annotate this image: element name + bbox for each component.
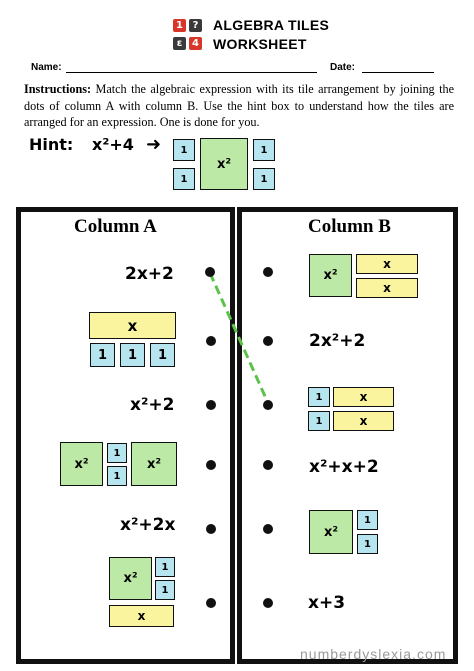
tile-x: x — [356, 254, 418, 274]
hint-expression: x²+4 — [92, 135, 134, 154]
tile-one: 1 — [357, 534, 378, 554]
tile-square: x² — [60, 442, 103, 486]
expression-a3: x²+2 — [130, 395, 175, 415]
dot-a5[interactable] — [206, 524, 216, 534]
tile-one: 1 — [90, 343, 115, 367]
arrow-right-icon: ➜ — [146, 134, 162, 154]
dot-a1[interactable] — [205, 267, 215, 277]
tile-x: x — [356, 278, 418, 298]
tile-one: 1 — [150, 343, 175, 367]
expression-b4: x²+x+2 — [309, 457, 379, 477]
tile-x: x — [333, 387, 394, 407]
tile-one: 1 — [107, 466, 127, 486]
tile-x: x — [89, 312, 176, 339]
expression-b2: 2x²+2 — [309, 331, 366, 351]
dashed-match-line — [210, 273, 268, 403]
tile-square: x² — [109, 557, 152, 600]
tile-one: 1 — [155, 580, 175, 600]
tile-square: x² — [309, 510, 353, 554]
hint-label: Hint: — [29, 135, 74, 154]
tile-one: 1 — [155, 557, 175, 577]
logo-tile-4: 4 — [189, 37, 202, 50]
dot-a4[interactable] — [206, 460, 216, 470]
tile-one: 1 — [107, 443, 127, 463]
column-b-heading: Column B — [308, 216, 391, 237]
expression-a1: 2x+2 — [125, 264, 174, 284]
expression-b6: x+3 — [308, 593, 346, 613]
dot-b3[interactable] — [263, 400, 273, 410]
tile-x: x — [109, 605, 174, 627]
dot-b1[interactable] — [263, 267, 273, 277]
dot-a3[interactable] — [206, 400, 216, 410]
tile-one: 1 — [308, 411, 330, 431]
watermark: numberdyslexia.com — [300, 646, 447, 662]
dot-a2[interactable] — [206, 336, 216, 346]
dot-a6[interactable] — [206, 598, 216, 608]
dot-b6[interactable] — [263, 598, 273, 608]
logo-tile-3: ε — [173, 37, 186, 50]
column-a-heading: Column A — [74, 216, 157, 237]
hint-tile-one: 1 — [173, 168, 195, 190]
instructions-label: Instructions: — [24, 82, 92, 96]
title-line-1: ALGEBRA TILES — [213, 17, 330, 33]
logo-tile-2: ? — [189, 19, 202, 32]
dot-b4[interactable] — [263, 460, 273, 470]
tile-one: 1 — [357, 510, 378, 530]
date-label: Date: — [330, 62, 356, 73]
hint-tile-square: x² — [200, 138, 248, 190]
tile-square: x² — [309, 254, 352, 297]
hint-tile-one: 1 — [173, 139, 195, 161]
hint-tile-one: 1 — [253, 139, 275, 161]
name-label: Name: — [31, 62, 62, 73]
hint-tile-one: 1 — [253, 168, 275, 190]
expression-a5: x²+2x — [120, 515, 176, 535]
tile-square: x² — [131, 442, 177, 486]
dot-b5[interactable] — [263, 524, 273, 534]
dot-b2[interactable] — [263, 336, 273, 346]
logo-tile-1: 1 — [173, 19, 186, 32]
tile-one: 1 — [120, 343, 145, 367]
title-line-2: WORKSHEET — [213, 36, 307, 52]
tile-one: 1 — [308, 387, 330, 407]
tile-x: x — [333, 411, 394, 431]
instructions-text: Match the algebraic expression with its tile arrangement by joining the dots of column A with column B. Use the hint box to understand how the tiles are arranged for an expression. One is done for you. — [24, 82, 454, 129]
